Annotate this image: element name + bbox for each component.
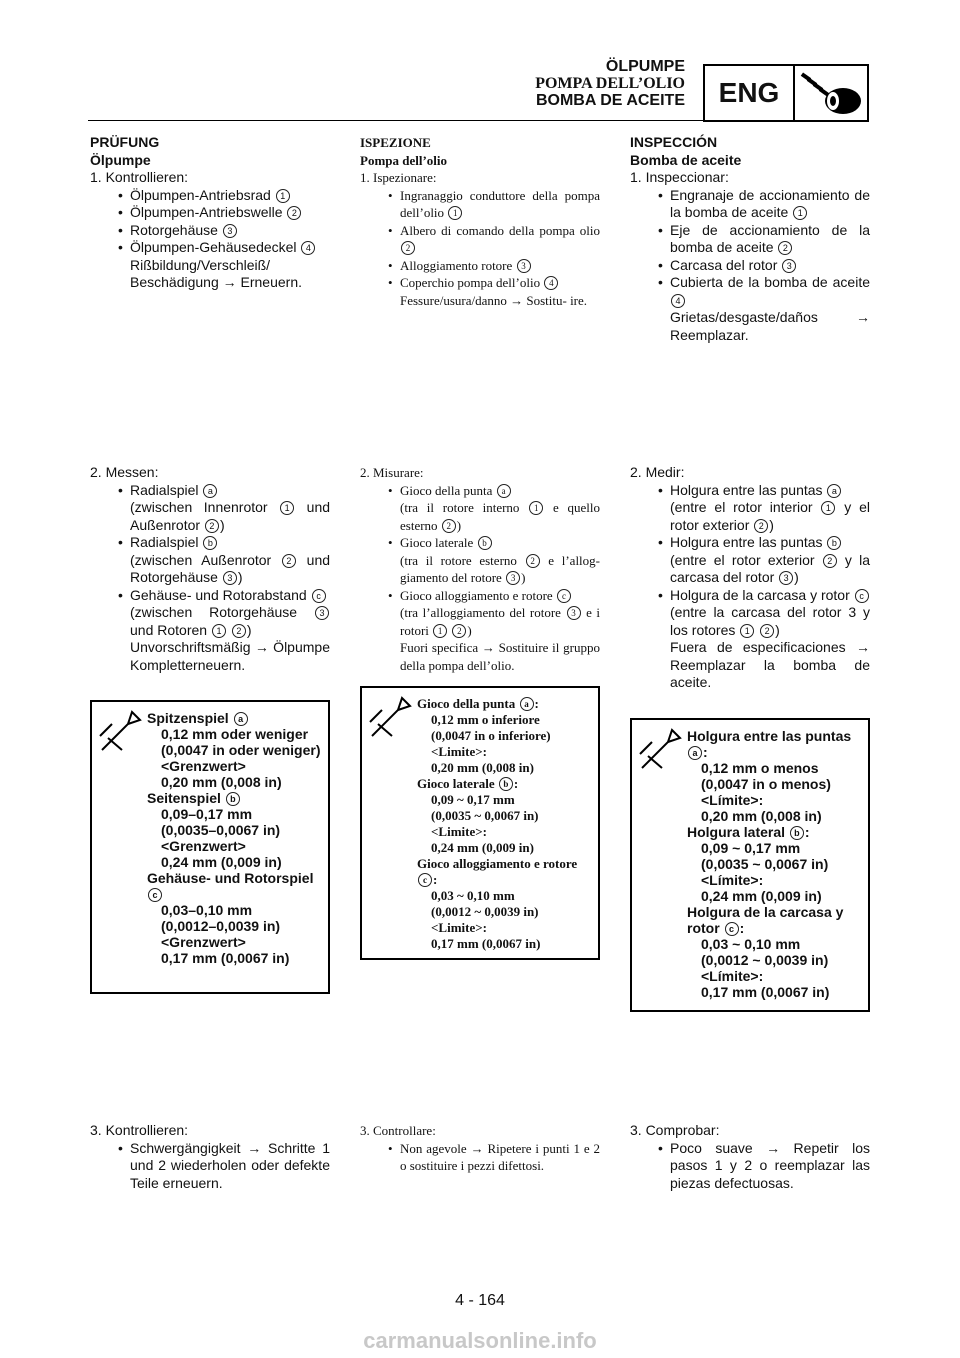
- list-item: • Gioco alloggiamento e rotore c: [360, 587, 600, 605]
- list-item-note: (tra il rotore esterno 2 e l’allog- giamento del rotore 3 ): [400, 552, 600, 585]
- list-item-note: (tra l’alloggiamento del rotore 3 e i rotori 1 2 ): [400, 605, 600, 638]
- heading-es: INSPECCIÓN: [630, 134, 718, 150]
- list-item-note: (zwischen Innenrotor 1 und Außenrotor 2 ): [130, 499, 331, 533]
- list-item: • Poco suave → Repetir los pasos 1 y 2 o reemplazar las piezas defectuosas.: [658, 1139, 870, 1191]
- list-item: • Ölpumpen-Antriebsrad 1: [90, 187, 330, 205]
- list-item-note: Fuori specifica → Sostituire il gruppo della pompa dell’olio.: [400, 640, 600, 673]
- title-es: BOMBA DE ACEITE: [535, 92, 685, 109]
- column-german: [90, 134, 330, 292]
- list-item: • Ingranaggio conduttore della pompa dell’olio 1: [388, 187, 600, 220]
- step-2-it: 2. Misurare:: [360, 465, 424, 480]
- section-header: [535, 58, 685, 109]
- wrench-spec-icon: [368, 694, 414, 740]
- list-item-note: (entre la carcasa del rotor 3 y los rotores 1 2 ): [670, 604, 870, 638]
- list-item: • Holgura entre las puntas b: [630, 534, 870, 552]
- step-3-de: 3. Kontrollieren:: [90, 1122, 189, 1138]
- list-item: • Ölpumpen-Antriebswelle 2: [90, 204, 330, 222]
- list-item: • Rotorgehäuse 3: [90, 222, 330, 240]
- title-de: ÖLPUMPE: [605, 58, 685, 75]
- list-item: • Schwergängigkeit → Schritte 1 und 2 wiederholen oder defekte Teile erneuern.: [118, 1139, 330, 1191]
- step-3-es: 3. Comprobar:: [630, 1122, 720, 1138]
- list-item-note: Rißbildung/Verschleiß/ Beschädigung → Erneuern.: [130, 256, 302, 290]
- subheading-it: Pompa dell’olio: [360, 152, 448, 168]
- engine-wrench-icon: [797, 69, 863, 117]
- list-item: • Engranaje de accionamiento de la bomba de aceite 1: [658, 186, 870, 220]
- section-tag: ENG: [705, 66, 795, 120]
- spec-box-de: Spitzenspiel a 0,12 mm oder weniger (0,0047 in oder weniger) <Grenzwert> 0,20 mm (0,008 in) Seitenspiel b 0,09–0,17 mm (0,0035–0,0067 in) <Grenzwert> 0,24 mm (0,009 in) Gehäuse- und Rotorspiel c 0,03–0,10 mm (0,0012–0,0039 in) <Grenzwert> 0,17 mm (0,0067 in): [90, 700, 330, 994]
- column-spanish-measure: [630, 464, 870, 692]
- header-rule: [88, 120, 866, 121]
- list-item: • Gioco laterale b: [360, 534, 600, 552]
- watermark: carmanualsonline.info: [363, 1328, 597, 1353]
- list-item: • Coperchio pompa dell’olio 4: [360, 274, 600, 292]
- list-item: • Cubierta de la bomba de aceite 4: [658, 274, 870, 306]
- list-item: • Ölpumpen-Gehäusedeckel 4: [90, 239, 330, 257]
- list-item: • Holgura de la carcasa y rotor c: [630, 587, 870, 605]
- list-item: • Gioco della punta a: [360, 482, 600, 500]
- list-item: • Non agevole → Ripetere i punti 1 e 2 o sostituire i pezzi difettosi.: [388, 1140, 600, 1173]
- list-item: • Eje de accionamiento de la bomba de aceite 2: [658, 221, 870, 255]
- list-item-note: (zwischen Rotorgehäuse 3 und Rotoren 1 2 ): [90, 604, 330, 639]
- list-item: • Radialspiel a: [90, 482, 330, 500]
- subheading-es: Bomba de aceite: [630, 151, 742, 168]
- list-item-note: (entre el rotor exterior 2 y la carcasa del rotor 3 ): [670, 551, 871, 585]
- list-item-note: (entre el rotor interior 1 y el rotor exterior 2 ): [670, 499, 871, 533]
- list-item-note: Unvorschriftsmäßig → Ölpumpe Kompletterneuern.: [130, 639, 330, 673]
- list-item: • Gehäuse- und Rotorabstand c: [90, 587, 330, 605]
- list-item: • Albero di comando della pompa olio 2: [388, 222, 600, 253]
- column-italian-check: [360, 1122, 600, 1175]
- column-german-measure: [90, 464, 330, 674]
- column-spanish-check: [630, 1122, 870, 1192]
- spec-box-it: Gioco della punta a : 0,12 mm o inferiore (0,0047 in o inferiore) <Limite>: 0,20 mm (0,008 in) Gioco laterale b : 0,09 ~ 0,17 mm (0,0035 ~ 0,0067 in) <Limite>: 0,24 mm (0,009 in) Gioco alloggiamento e rotore c : 0,03 ~ 0,10 mm (0,0012 ~ 0,0039 in) <Limite>: 0,17 mm (0,0067 in): [360, 686, 600, 960]
- list-item-note: Grietas/desgaste/daños → Reemplazar.: [670, 309, 870, 343]
- list-item-note: (tra il rotore interno 1 e quello esterno 2 ): [400, 500, 600, 533]
- column-italian: [360, 134, 600, 309]
- step-3-it: 3. Controllare:: [360, 1123, 436, 1138]
- list-item-note: Fessure/usura/danno → Sostitu- ire.: [400, 292, 588, 308]
- list-item: • Carcasa del rotor 3: [630, 257, 870, 275]
- subheading-de: Ölpumpe: [90, 151, 151, 168]
- list-item-note: Fuera de especificaciones → Reemplazar la bomba de aceite.: [670, 639, 870, 690]
- page-number: 4 - 164: [455, 1292, 505, 1309]
- column-spanish: [630, 134, 870, 344]
- section-tag-box: [703, 64, 869, 122]
- step-2-de: 2. Messen:: [90, 464, 159, 480]
- list-item-note: (zwischen Außenrotor 2 und Rotorgehäuse 3 ): [130, 551, 331, 585]
- column-german-check: [90, 1122, 330, 1192]
- wrench-spec-icon: [98, 708, 144, 754]
- step-1-it: 1. Ispezionare:: [360, 170, 437, 185]
- wrench-spec-icon: [638, 726, 684, 772]
- spec-box-es: Holgura entre las puntas a : 0,12 mm o menos (0,0047 in o menos) <Límite>: 0,20 mm (0,008 in) Holgura lateral b : 0,09 ~ 0,17 mm (0,0035 ~ 0,0067 in) <Límite>: 0,24 mm (0,009 in) Holgura de la carcasa y rotor c : 0,03 ~ 0,10 mm (0,0012 ~ 0,0039 in) <Límite>: 0,17 mm (0,0067 in): [630, 718, 870, 1012]
- column-italian-measure: [360, 464, 600, 674]
- heading-de: PRÜFUNG: [90, 134, 160, 150]
- list-item: • Radialspiel b: [90, 534, 330, 552]
- step-1-de: 1. Kontrollieren:: [90, 169, 189, 185]
- step-2-es: 2. Medir:: [630, 464, 685, 480]
- title-it: POMPA DELL’OLIO: [535, 75, 685, 92]
- list-item: • Holgura entre las puntas a: [630, 482, 870, 500]
- step-1-es: 1. Inspeccionar:: [630, 169, 729, 185]
- list-item: • Alloggiamento rotore 3: [360, 257, 600, 275]
- heading-it: ISPEZIONE: [360, 135, 431, 150]
